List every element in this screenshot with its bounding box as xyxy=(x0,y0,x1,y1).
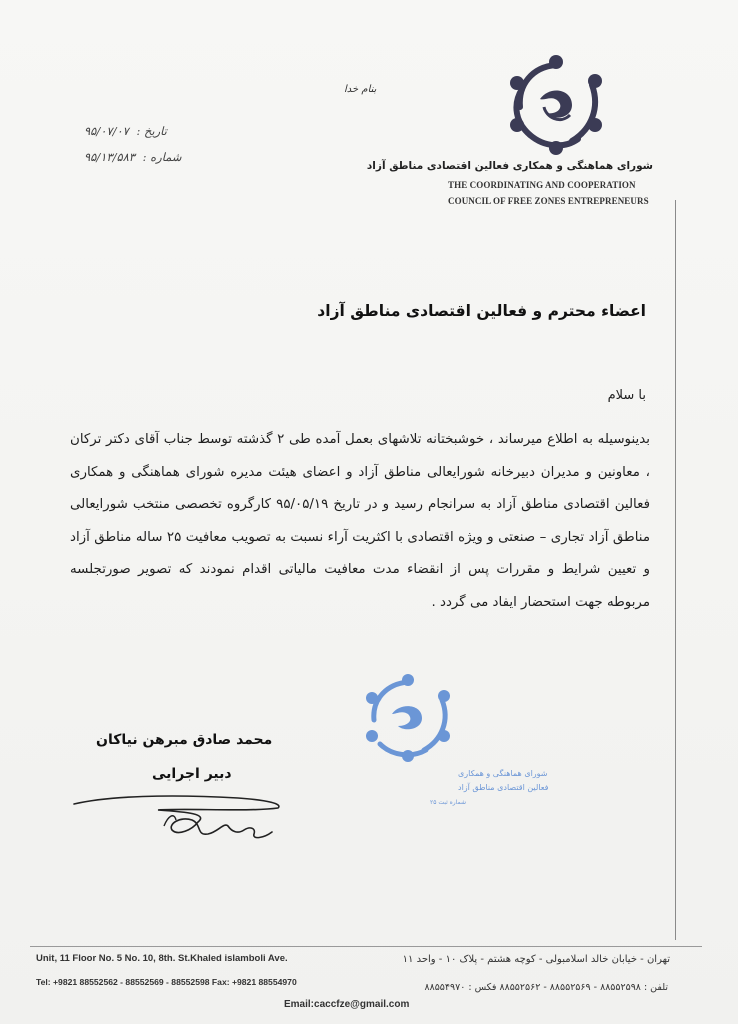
org-name-persian: شورای هماهنگی و همکاری فعالین اقتصادی مناطق آزاد xyxy=(366,160,653,172)
basmala: بنام خدا xyxy=(344,84,377,95)
recipient-heading: اعضاء محترم و فعالین اقتصادی مناطق آزاد xyxy=(317,302,646,320)
handwritten-signature xyxy=(68,786,308,844)
council-logo xyxy=(500,55,612,155)
org-name-english-line1: THE COORDINATING AND COOPERATION xyxy=(448,180,636,190)
footer-phones-english: Tel: +9821 88552562 - 88552569 - 88552598 Fax: +9821 88554970 xyxy=(36,977,297,987)
stamp-line1: شورای هماهنگی و همکاری xyxy=(458,769,548,778)
signer-name: محمد صادق مبرهن نیاکان xyxy=(96,732,273,748)
signer-title: دبیر اجرایی xyxy=(152,766,232,782)
footer-rule xyxy=(30,946,702,947)
number-value: ۹۵/۱۳/۵۸۳ xyxy=(84,150,135,164)
stamp-line2: فعالین اقتصادی مناطق آزاد xyxy=(458,783,549,792)
letter-body: بدینوسیله به اطلاع میرساند ، خوشبختانه تلاشهای بعمل آمده طی ۲ گذشته توسط جناب آقای دکتر ترکان ، معاونین و مدیران دبیرخانه شورایعالی مناطق آزاد و اعضای هیئت مدیره شورای هماهنگی و همکاری فعالین اقتصادی مناطق آزاد به سرانجام رسید و در تاریخ ۹۵/۰۵/۱۹ کارگروه تخصصی منتخب شورایعالی مناطق آزاد تجاری – صنعتی و ویژه اقتصادی با اکثریت آراء نسبت به تصویب معافیت ۲۵ ساله مناطق آزاد و تعیین شرایط و مقررات پس از انقضاء مدت معافیت مالیاتی اقدام نمودند که تصویر صورتجلسه مربوطه جهت استحضار ایفاد می گردد . xyxy=(70,432,650,610)
margin-rule xyxy=(675,200,676,940)
date-value: ۹۵/۰۷/۰۷ xyxy=(84,124,129,138)
footer-address-english: Unit, 11 Floor No. 5 No. 10, 8th. St.Khaled islamboli Ave. xyxy=(36,953,288,964)
number-label: شماره : xyxy=(142,150,182,164)
official-stamp xyxy=(350,672,549,832)
footer-address-persian: تهران - خیابان خالد اسلامبولی - کوچه هشتم - پلاک ۱۰ - واحد ۱۱ xyxy=(402,954,670,965)
stamp-line3: شماره ثبت ۲۵ xyxy=(430,799,467,806)
org-name-english-line2: COUNCIL OF FREE ZONES ENTREPRENEURS xyxy=(448,196,649,206)
org-name-english xyxy=(448,177,649,209)
date-line xyxy=(84,124,167,138)
footer-phones-persian: تلفن : ۸۸۵۵۲۵۹۸ - ۸۸۵۵۲۵۶۹ - ۸۸۵۵۲۵۶۲ فکس : ۸۸۵۵۴۹۷۰ xyxy=(424,982,668,993)
number-line xyxy=(84,150,182,164)
greeting: با سلام xyxy=(607,388,646,403)
footer-email: Email:caccfze@gmail.com xyxy=(284,999,410,1010)
date-label: تاریخ : xyxy=(136,124,167,138)
